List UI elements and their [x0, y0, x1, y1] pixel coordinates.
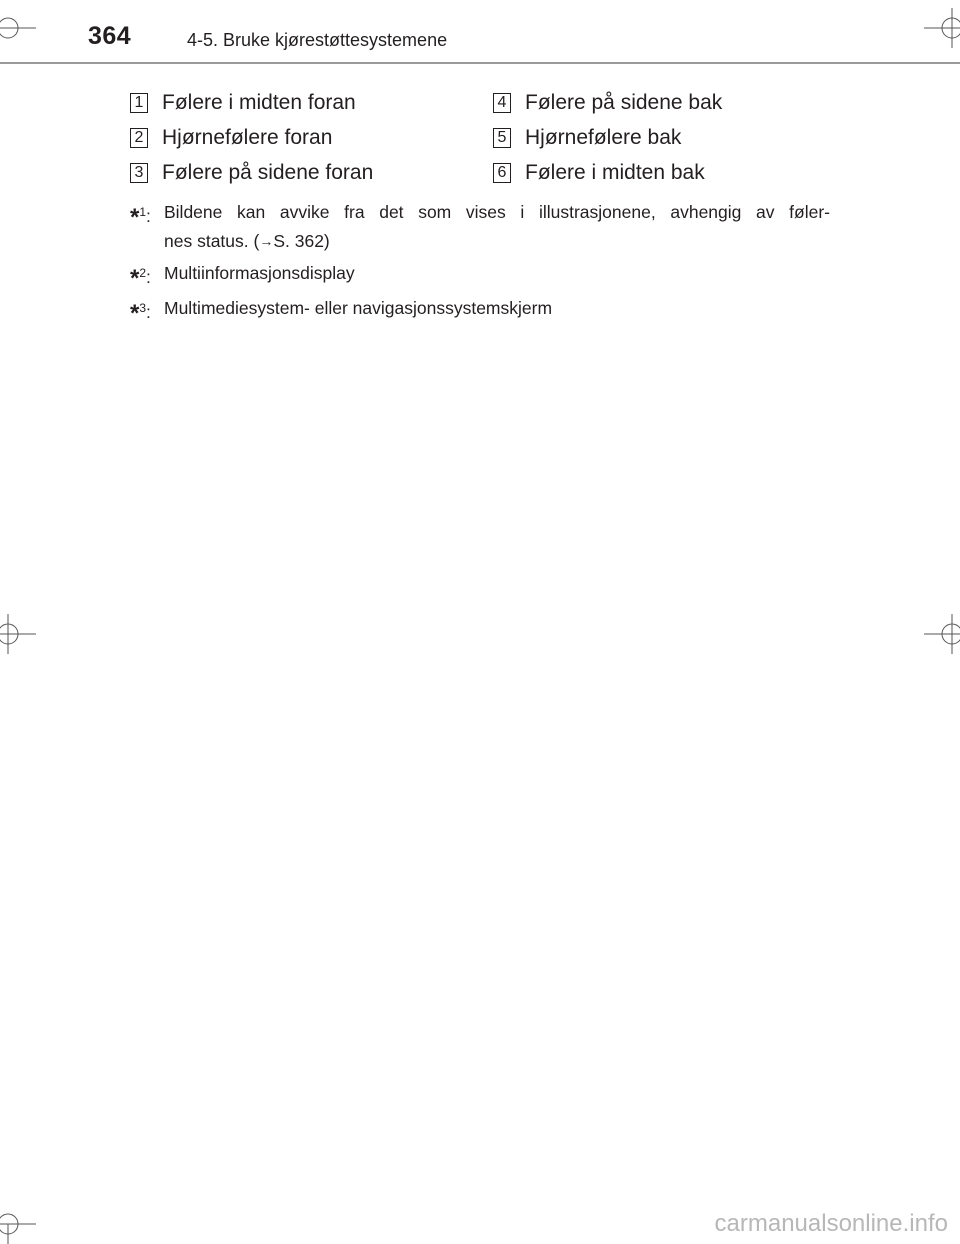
- asterisk-mark: *: [130, 265, 140, 292]
- legend-label: Hjørnefølere bak: [525, 126, 682, 149]
- footnote-text: Multimediesystem- eller navigasjonssystemskjerm: [164, 298, 553, 318]
- legend-number-badge: 5: [493, 128, 511, 148]
- asterisk-mark: *: [130, 204, 140, 231]
- watermark-text: carmanualsonline.info: [714, 1210, 948, 1237]
- legend-number-badge: 4: [493, 93, 511, 113]
- footnote-body: [164, 259, 830, 288]
- footnote-body: [164, 294, 830, 323]
- footnote-marker: *$^3$:: [130, 300, 151, 327]
- footnote-marker: *$^2$:: [130, 265, 151, 292]
- asterisk-mark: *: [130, 300, 140, 327]
- footnote-text: Multiinformasjonsdisplay: [164, 263, 355, 283]
- legend-label: Følere på sidene bak: [525, 91, 723, 114]
- footnote-line: Bildene kan avvike fra det som vises i illustrasjonene, avhengig av føler-: [164, 202, 830, 222]
- footnote-3: [130, 294, 830, 327]
- footnote-line: [164, 231, 330, 251]
- legend-item-6: [493, 159, 705, 187]
- footnote-text: S. 362): [273, 231, 330, 251]
- legend-item-2: [130, 124, 332, 152]
- header-divider: [0, 62, 960, 64]
- legend-number-badge: 2: [130, 128, 148, 148]
- crop-mark-mid-right: [920, 614, 960, 654]
- crop-mark-mid-left: [0, 614, 40, 654]
- legend-item-5: [493, 124, 681, 152]
- crop-mark-top-left: [0, 8, 40, 48]
- section-title: 4-5. Bruke kjørestøttesystemene: [187, 30, 448, 50]
- legend-item-4: [493, 89, 722, 117]
- legend-label: Følere i midten foran: [162, 91, 356, 114]
- legend-number-badge: 1: [130, 93, 148, 113]
- legend-number-badge: 3: [130, 163, 148, 183]
- footnote-number: 1: [139, 205, 147, 219]
- footnote-text: nes status. (: [164, 231, 260, 251]
- legend-label: Følere på sidene foran: [162, 161, 374, 184]
- footnote-body: [164, 198, 830, 256]
- legend-item-3: [130, 159, 373, 187]
- page-number: 364: [88, 22, 132, 50]
- crop-mark-bottom-left: [0, 1204, 40, 1244]
- legend-label: Hjørnefølere foran: [162, 126, 333, 149]
- footnote-number: 2: [139, 266, 147, 280]
- footnote-marker: *$^1$:: [130, 204, 151, 231]
- footnote-number: 3: [139, 301, 147, 315]
- footnote-1: [130, 198, 830, 256]
- footnote-2: [130, 259, 830, 292]
- legend-number-badge: 6: [493, 163, 511, 183]
- arrow-icon: →: [259, 233, 274, 249]
- crop-mark-top-right: [920, 8, 960, 48]
- legend-item-1: [130, 89, 356, 117]
- legend-label: Følere i midten bak: [525, 161, 705, 184]
